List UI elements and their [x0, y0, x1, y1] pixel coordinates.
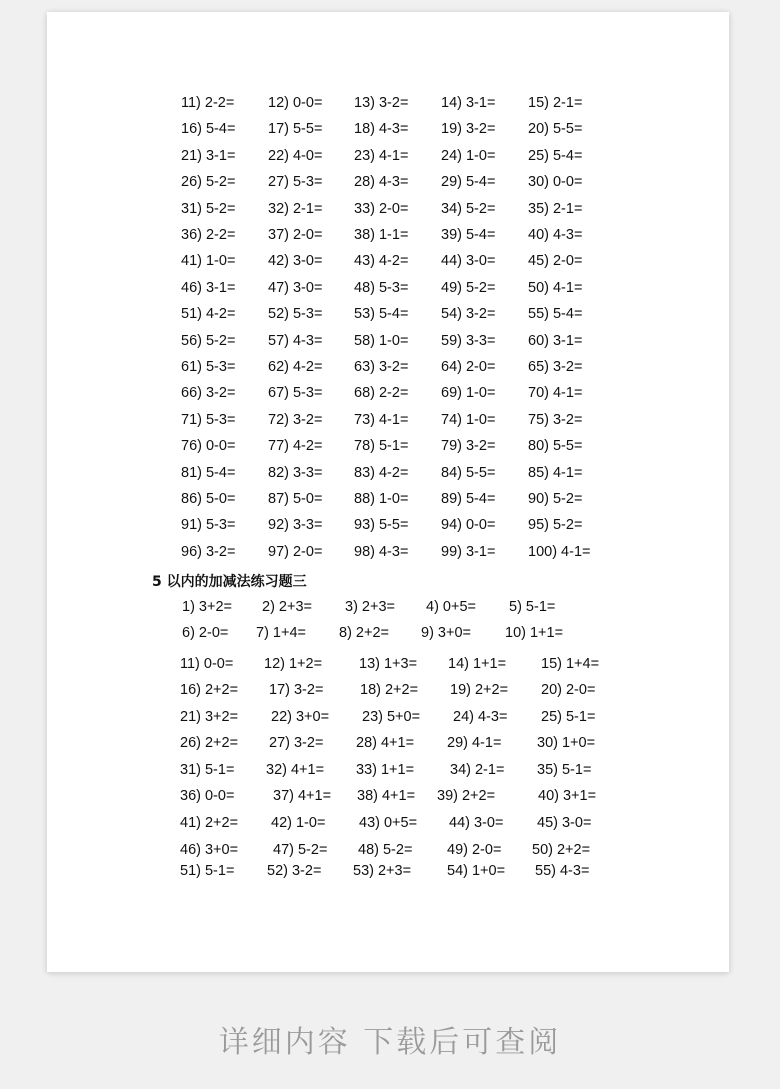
exercise-item: 43) 4-2=	[354, 253, 409, 270]
exercise-item: 9) 3+0=	[421, 625, 471, 641]
exercise-item: 45) 2-0=	[528, 253, 583, 270]
exercise-item: 91) 5-3=	[181, 517, 236, 534]
exercise-item: 72) 3-2=	[268, 411, 323, 428]
exercise-item: 28) 4-3=	[354, 174, 409, 191]
exercise-item: 78) 5-1=	[354, 438, 409, 455]
exercise-item: 50) 4-1=	[528, 279, 583, 296]
exercise-item: 48) 5-3=	[354, 279, 409, 296]
exercise-item: 35) 5-1=	[537, 762, 592, 778]
exercise-item: 4) 0+5=	[426, 599, 476, 615]
exercise-item: 42) 1-0=	[271, 815, 326, 831]
exercise-item: 32) 4+1=	[266, 762, 325, 778]
exercise-item: 27) 5-3=	[268, 174, 323, 191]
exercise-item: 3) 2+3=	[345, 599, 395, 615]
exercise-item: 85) 4-1=	[528, 464, 583, 481]
exercise-item: 73) 4-1=	[354, 411, 409, 428]
exercise-item: 25) 5-1=	[541, 709, 596, 725]
exercise-item: 66) 3-2=	[181, 385, 236, 402]
exercise-item: 55) 5-4=	[528, 306, 583, 323]
exercise-item: 94) 0-0=	[441, 517, 496, 534]
exercise-item: 44) 3-0=	[449, 815, 504, 831]
exercise-item: 89) 5-4=	[441, 491, 496, 507]
exercise-item: 21) 3-1=	[181, 147, 236, 164]
exercise-item: 65) 3-2=	[528, 359, 583, 375]
exercise-item: 82) 3-3=	[268, 464, 323, 481]
exercise-item: 14) 3-1=	[441, 95, 496, 111]
exercise-item: 26) 5-2=	[181, 174, 236, 191]
exercise-item: 60) 3-1=	[528, 332, 583, 349]
exercise-item: 39) 2+2=	[437, 788, 496, 804]
exercise-item: 26) 2+2=	[180, 735, 239, 751]
exercise-item: 88) 1-0=	[354, 491, 409, 507]
exercise-item: 40) 3+1=	[538, 788, 597, 804]
exercise-item: 74) 1-0=	[441, 411, 496, 428]
section-heading: 5 以内的加减法练习题三	[152, 574, 307, 590]
exercise-item: 43) 0+5=	[359, 815, 418, 831]
exercise-item: 15) 2-1=	[528, 95, 583, 111]
exercise-item: 58) 1-0=	[354, 332, 409, 349]
exercise-item: 21) 3+2=	[180, 709, 239, 725]
exercise-item: 83) 4-2=	[354, 464, 409, 481]
exercise-item: 48) 5-2=	[358, 842, 413, 858]
exercise-item: 54) 3-2=	[441, 306, 496, 323]
exercise-item: 57) 4-3=	[268, 332, 323, 349]
exercise-item: 49) 5-2=	[441, 279, 496, 296]
exercise-item: 67) 5-3=	[268, 385, 323, 402]
exercise-item: 53) 5-4=	[354, 306, 409, 323]
exercise-item: 20) 2-0=	[541, 682, 596, 698]
exercise-item: 18) 4-3=	[354, 121, 409, 138]
exercise-item: 22) 4-0=	[268, 147, 323, 164]
exercise-item: 20) 5-5=	[528, 121, 583, 138]
exercise-item: 87) 5-0=	[268, 491, 323, 507]
exercise-item: 13) 1+3=	[359, 656, 418, 672]
exercise-item: 2) 2+3=	[262, 599, 312, 615]
exercise-item: 8) 2+2=	[339, 625, 389, 641]
exercise-item: 62) 4-2=	[268, 359, 323, 375]
exercise-item: 81) 5-4=	[181, 464, 236, 481]
exercise-item: 86) 5-0=	[181, 491, 236, 507]
exercise-item: 18) 2+2=	[360, 682, 419, 698]
exercise-item: 45) 3-0=	[537, 815, 592, 831]
exercise-item: 75) 3-2=	[528, 411, 583, 428]
exercise-item: 30) 0-0=	[528, 174, 583, 191]
exercise-item: 50) 2+2=	[532, 842, 591, 858]
exercise-item: 84) 5-5=	[441, 464, 496, 481]
exercise-item: 13) 3-2=	[354, 95, 409, 111]
exercise-item: 79) 3-2=	[441, 438, 496, 455]
exercise-item: 32) 2-1=	[268, 200, 323, 217]
exercise-item: 54) 1+0=	[447, 863, 506, 879]
exercise-item: 46) 3-1=	[181, 279, 236, 296]
exercise-item: 98) 4-3=	[354, 543, 409, 560]
exercise-item: 1) 3+2=	[182, 599, 232, 615]
exercise-item: 23) 5+0=	[362, 709, 421, 725]
exercise-item: 34) 5-2=	[441, 200, 496, 217]
exercise-item: 10) 1+1=	[505, 625, 564, 641]
exercise-item: 51) 4-2=	[181, 306, 236, 323]
exercise-item: 56) 5-2=	[181, 332, 236, 349]
exercise-item: 25) 5-4=	[528, 147, 583, 164]
exercise-item: 100) 4-1=	[528, 543, 591, 560]
exercise-item: 23) 4-1=	[354, 147, 409, 164]
download-prompt: 详细内容 下载后可查阅	[218, 1025, 562, 1060]
exercise-item: 47) 5-2=	[273, 842, 328, 858]
exercise-item: 39) 5-4=	[441, 227, 496, 243]
exercise-item: 55) 4-3=	[535, 863, 590, 879]
exercise-item: 16) 2+2=	[180, 682, 239, 698]
exercise-item: 30) 1+0=	[537, 735, 596, 751]
exercise-item: 6) 2-0=	[182, 625, 229, 641]
exercise-item: 68) 2-2=	[354, 385, 409, 402]
exercise-item: 33) 2-0=	[354, 200, 409, 217]
exercise-item: 97) 2-0=	[268, 543, 323, 560]
exercise-item: 35) 2-1=	[528, 200, 583, 217]
exercise-item: 19) 3-2=	[441, 121, 496, 138]
exercise-item: 29) 5-4=	[441, 174, 496, 191]
exercise-item: 41) 2+2=	[180, 815, 239, 831]
exercise-item: 46) 3+0=	[180, 842, 239, 858]
exercise-item: 52) 3-2=	[267, 863, 322, 879]
exercise-item: 92) 3-3=	[268, 517, 323, 534]
exercise-item: 90) 5-2=	[528, 491, 583, 507]
exercise-item: 12) 1+2=	[264, 656, 323, 672]
exercise-item: 41) 1-0=	[181, 253, 236, 270]
exercise-item: 96) 3-2=	[181, 543, 236, 560]
exercise-item: 47) 3-0=	[268, 279, 323, 296]
exercise-item: 36) 0-0=	[180, 788, 235, 804]
exercise-item: 77) 4-2=	[268, 438, 323, 455]
exercise-item: 38) 1-1=	[354, 227, 409, 243]
exercise-item: 61) 5-3=	[181, 359, 236, 375]
exercise-item: 42) 3-0=	[268, 253, 323, 270]
exercise-item: 59) 3-3=	[441, 332, 496, 349]
exercise-item: 19) 2+2=	[450, 682, 509, 698]
exercise-item: 11) 2-2=	[181, 95, 235, 111]
exercise-item: 24) 4-3=	[453, 709, 508, 725]
exercise-item: 17) 5-5=	[268, 121, 323, 138]
exercise-item: 44) 3-0=	[441, 253, 496, 270]
exercise-item: 71) 5-3=	[181, 411, 236, 428]
worksheet-page	[47, 12, 729, 972]
exercise-item: 16) 5-4=	[181, 121, 236, 138]
exercise-item: 76) 0-0=	[181, 438, 236, 455]
exercise-item: 27) 3-2=	[269, 735, 324, 751]
exercise-item: 24) 1-0=	[441, 147, 496, 164]
exercise-item: 95) 5-2=	[528, 517, 583, 534]
exercise-item: 31) 5-1=	[180, 762, 235, 778]
exercise-item: 29) 4-1=	[447, 735, 502, 751]
exercise-item: 52) 5-3=	[268, 306, 323, 323]
exercise-item: 11) 0-0=	[180, 656, 234, 672]
exercise-item: 7) 1+4=	[256, 625, 306, 641]
exercise-item: 99) 3-1=	[441, 543, 496, 560]
exercise-item: 14) 1+1=	[448, 656, 507, 672]
exercise-item: 63) 3-2=	[354, 359, 409, 375]
exercise-item: 38) 4+1=	[357, 788, 416, 804]
exercise-item: 17) 3-2=	[269, 682, 324, 698]
exercise-item: 5) 5-1=	[509, 599, 556, 615]
exercise-item: 28) 4+1=	[356, 735, 415, 751]
exercise-item: 15) 1+4=	[541, 656, 600, 672]
exercise-item: 36) 2-2=	[181, 227, 236, 243]
exercise-item: 49) 2-0=	[447, 842, 502, 858]
exercise-item: 37) 2-0=	[268, 227, 323, 243]
exercise-item: 33) 1+1=	[356, 762, 415, 778]
exercise-item: 12) 0-0=	[268, 95, 323, 111]
exercise-item: 64) 2-0=	[441, 359, 496, 375]
exercise-item: 93) 5-5=	[354, 517, 409, 534]
exercise-item: 70) 4-1=	[528, 385, 583, 402]
exercise-item: 34) 2-1=	[450, 762, 505, 778]
exercise-item: 40) 4-3=	[528, 227, 583, 243]
exercise-item: 80) 5-5=	[528, 438, 583, 455]
exercise-item: 69) 1-0=	[441, 385, 496, 402]
exercise-item: 51) 5-1=	[180, 863, 235, 879]
exercise-item: 53) 2+3=	[353, 863, 412, 879]
exercise-item: 31) 5-2=	[181, 200, 236, 217]
exercise-item: 37) 4+1=	[273, 788, 332, 804]
exercise-item: 22) 3+0=	[271, 709, 330, 725]
